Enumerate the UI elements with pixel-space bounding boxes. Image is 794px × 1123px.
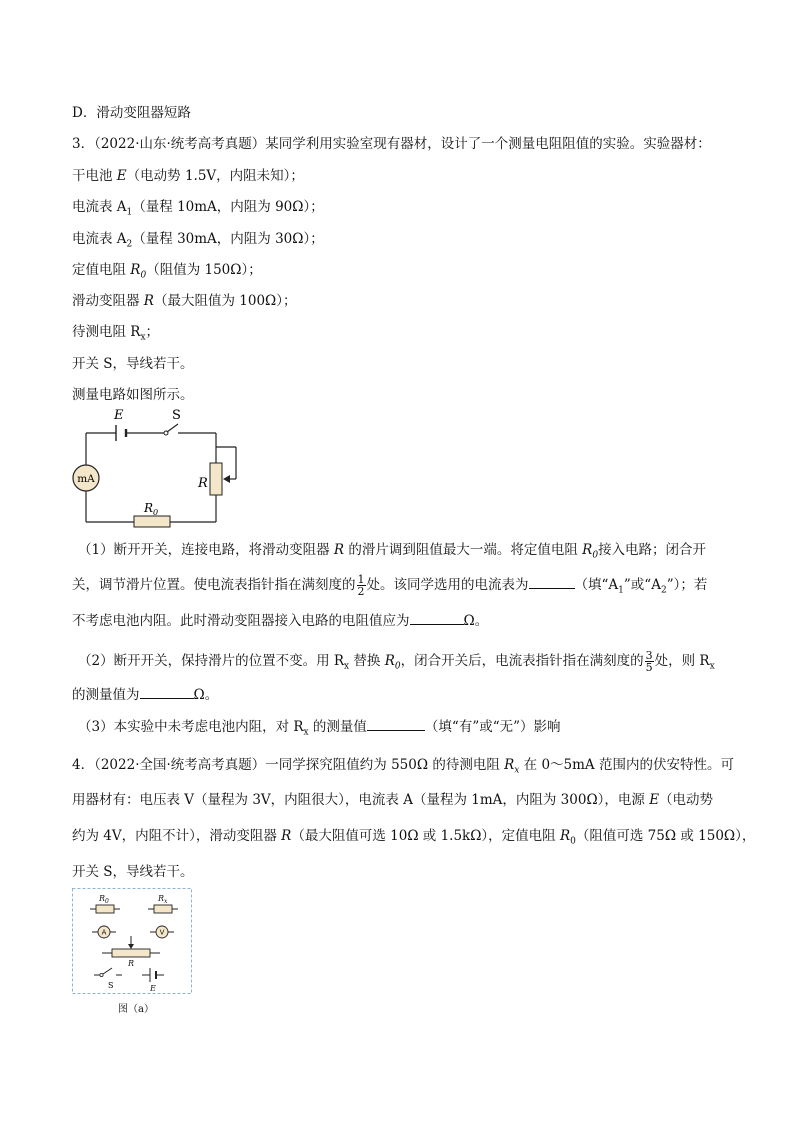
q3-material-r0: 定值电阻 $R_0$（阻值为 150Ω）； [72, 262, 262, 281]
fig-switch-icon [100, 973, 103, 976]
fig-rheostat [112, 949, 150, 957]
q3-material-a1: 电流表 $A_1$（量程 10mA，内阻为 90Ω）； [72, 199, 324, 218]
switch-lever [167, 424, 178, 432]
q3-circuit-diagram [70, 405, 250, 530]
fig-label-rx: $R_x$ [158, 894, 168, 905]
fig-rx-resistor [154, 905, 172, 913]
q4-line3: 约为 4V，内阻不计），滑动变阻器 R（最大阻值可选 10Ω 或 1.5kΩ），定值电阻 $R_0$（阻值可选 75Ω 或 150Ω）， [72, 828, 756, 847]
q3-material-battery: 干电池 E（电动势 1.5V，内阻未知）； [72, 168, 304, 184]
q3-part1-line2: 关，调节滑片位置。使电流表指针指在满刻度的 $\frac{1}{2}$ 处。该同学选用的电流表为 （填“$A_1$”或“$A_2$”）；若 [72, 573, 708, 598]
fig-label-e: E [150, 984, 156, 993]
fig-label-a: A [101, 928, 107, 937]
fraction-half: $\frac{1}{2}$ [357, 573, 365, 598]
label-s: S [172, 408, 181, 423]
rheostat-body [210, 463, 222, 495]
q3-part3: （3）本实验中未考虑电池内阻，对 $R_x$ 的测量值 （填“有”或“无”）影响 [78, 716, 734, 743]
q3-part2-line1: （2）断开开关，保持滑片的位置不变。用 $R_x$ 替换 $R_0$，闭合开关后，电流表指针指在满刻度的 $\frac{3}{5}$ 处，则 $R_x$ [78, 649, 715, 674]
q3-material-switch: 开关 S，导线若干。 [72, 356, 194, 372]
fig-r0-resistor [96, 905, 114, 913]
fig-label-v: V [159, 928, 165, 937]
figure-caption: 图（a） [118, 1004, 154, 1015]
q3-material-rheostat: 滑动变阻器 R（最大阻值为 100Ω）； [72, 293, 297, 309]
q3-material-a2: 电流表 $A_2$（量程 30mA，内阻为 30Ω）； [72, 231, 324, 250]
q4-line4: 开关 S，导线若干。 [72, 864, 194, 880]
q4-equipment-figure [72, 888, 192, 994]
option-d: D．滑动变阻器短路 [72, 105, 191, 121]
answer-blank-meter[interactable] [529, 574, 575, 589]
q3-part2-line2: 的测量值为 Ω。 [72, 684, 734, 705]
q3-part1-line1: （1）断开开关，连接电路，将滑动变阻器 R 的滑片调到阻值最大一端。将定值电阻 $R_0$接入电路；闭合开 [78, 542, 707, 561]
meter-label: mA [77, 473, 95, 485]
answer-blank-rheostat[interactable] [410, 610, 464, 625]
label-e: E [114, 408, 124, 423]
fraction-three-fifths: $\frac{3}{5}$ [645, 649, 653, 674]
q3-circuit-intro: 测量电路如图所示。 [72, 387, 194, 403]
figure-frame [73, 889, 192, 994]
answer-blank-rx[interactable] [140, 684, 194, 699]
answer-blank-effect[interactable] [367, 716, 425, 731]
label-r: R [198, 476, 208, 491]
q3-header: 3．（2022·山东·统考高考真题）某同学利用实验室现有器材，设计了一个测量电阻阻值的实验。实验器材： [72, 136, 711, 152]
q3-part1-line3: 不考虑电池内阻。此时滑动变阻器接入电路的电阻值应为 Ω。 [72, 610, 734, 631]
q4-line1: 4．（2022·全国·统考高考真题）一同学探究阻值约为 550Ω 的待测电阻 $R_x$ 在 0～5mA 范围内的伏安特性。可 [72, 757, 734, 776]
rheostat-slider-arrow-icon [223, 475, 230, 483]
r0-resistor [134, 516, 170, 527]
q3-material-rx: 待测电阻 $R_x$； [72, 324, 160, 343]
fig-label-r: R [128, 959, 135, 968]
label-r0: $R_0$ [144, 501, 159, 517]
fig-label-r0: $R_0$ [99, 894, 109, 905]
q4-line2: 用器材有：电压表 V（量程为 3V，内阻很大），电流表 A（量程为 1mA，内阻为 300Ω），电源 E（电动势 [72, 792, 714, 808]
fig-label-s: S [108, 981, 114, 990]
